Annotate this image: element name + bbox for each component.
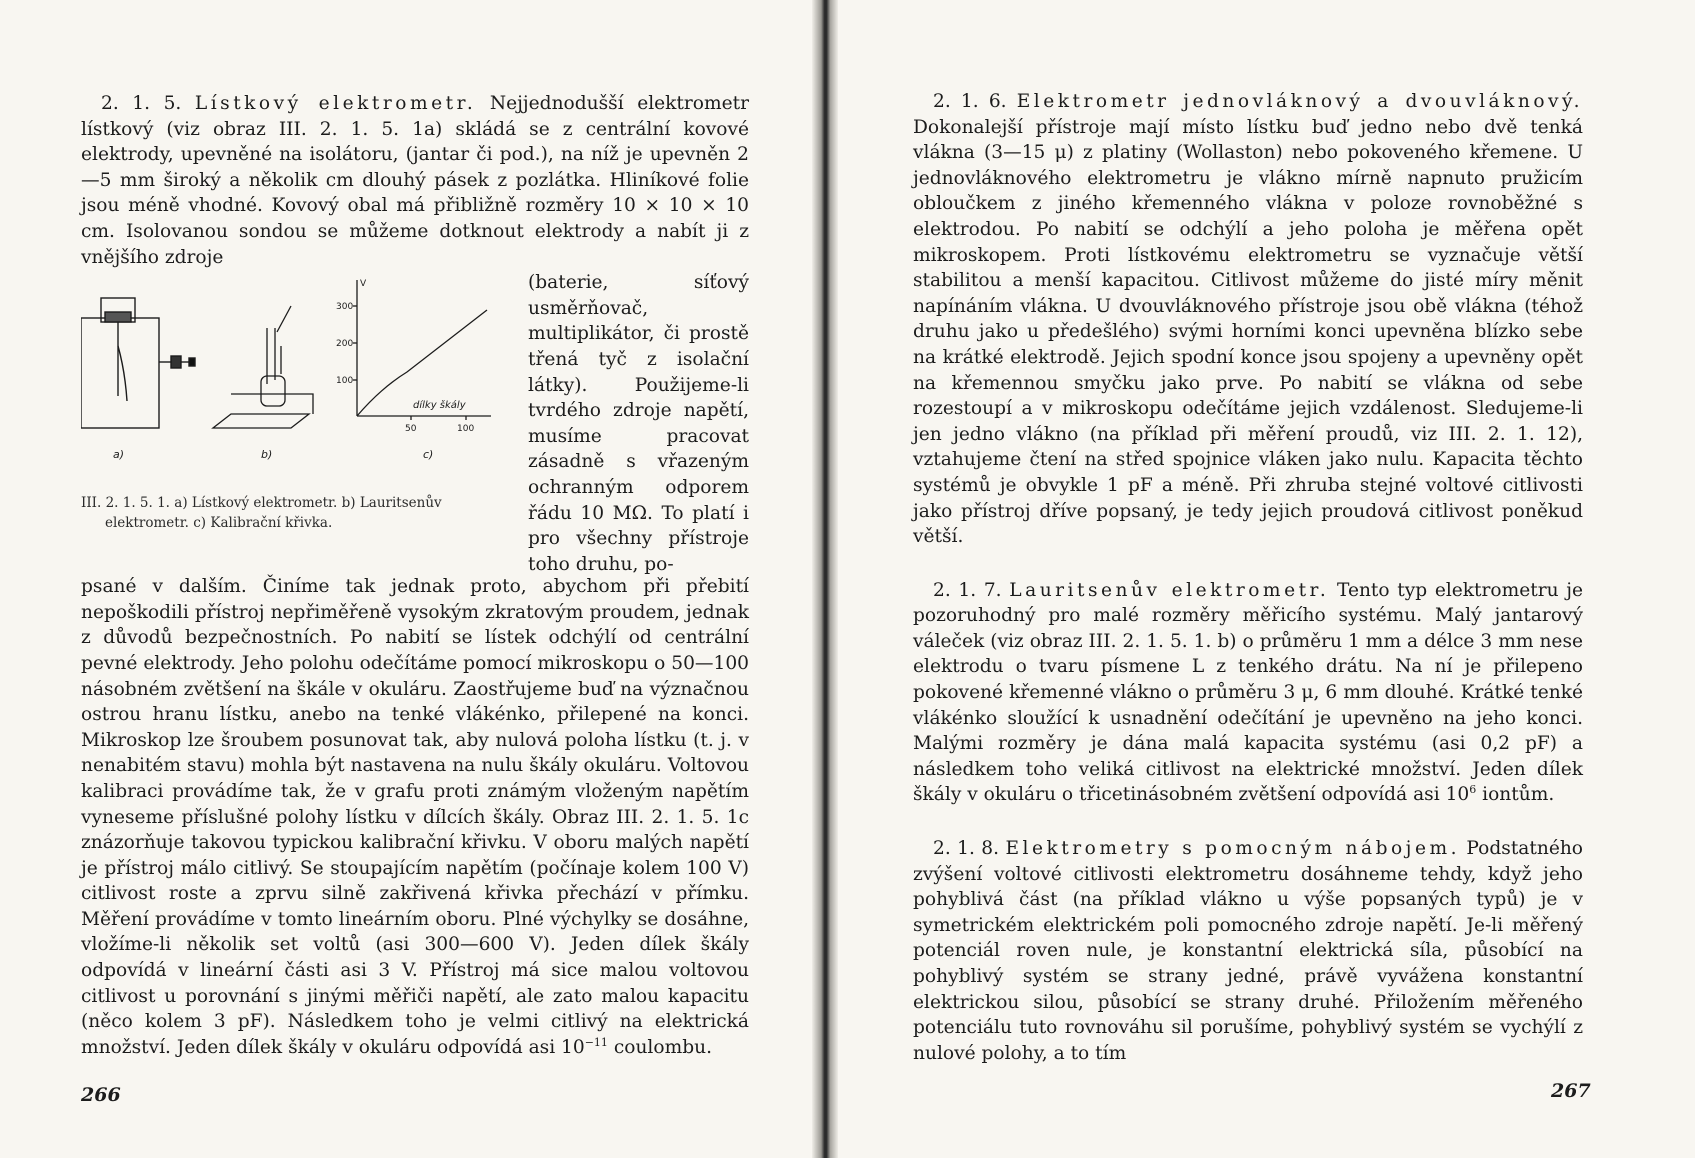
section-215-continuation-end: coulombu. — [607, 1036, 712, 1058]
tick-y-300: 300 — [336, 302, 354, 313]
section-218-heading: Elektrometry s pomocným nábojem. — [1005, 838, 1460, 860]
left-page — [0, 0, 822, 1158]
section-218-paragraph — [913, 836, 1583, 1066]
section-217-body-end: iontům. — [1476, 784, 1555, 806]
exponent-minus-11: −11 — [584, 1035, 608, 1049]
figure-caption-line-1: III. 2. 1. 5. 1. a) Lístkový elektrometr. b) Lauritsenův — [81, 495, 442, 512]
section-218 — [913, 836, 1583, 1066]
section-217-heading: Lauritsenův elektrometr. — [1009, 579, 1330, 601]
right-text-column — [913, 89, 1583, 1094]
tick-x-50: 50 — [405, 424, 417, 435]
section-215-heading: Lístkový elektrometr. — [194, 93, 477, 114]
section-218-number: 2. 1. 8. — [933, 838, 1000, 860]
section-215-wrap-text: (baterie, síťový usměrňovač, multiplikátor, či prostě třená tyč z isolační látky). Použijeme-li tvrdého zdroje napětí, musíme pracovat zásadně s vřazeným ochranným odporem řádu 10 MΩ. To platí i pro všechny přístroje toho druhu, po- — [528, 272, 749, 575]
figure-wrap-block — [81, 270, 749, 574]
label-a: a) — [113, 448, 125, 462]
tick-y-200: 200 — [336, 339, 354, 350]
exponent-6: 6 — [1469, 783, 1477, 797]
section-215-number: 2. 1. 5. — [101, 93, 182, 114]
section-216 — [913, 89, 1583, 550]
right-page-number: 267 — [1551, 1080, 1591, 1102]
label-b: b) — [261, 448, 273, 462]
book-gutter — [812, 0, 838, 1158]
section-216-paragraph — [913, 89, 1583, 550]
figure-side-text — [528, 270, 749, 577]
section-216-heading: Elektrometr jednovláknový a dvouvláknový. — [1016, 91, 1583, 112]
leaf-electrometer-drawing — [81, 298, 195, 428]
section-216-number: 2. 1. 6. — [933, 91, 1007, 112]
label-c: c) — [423, 448, 434, 462]
calibration-curve-drawing — [353, 280, 491, 420]
section-215-intro-text: Nejjednodušší elektrometr lístkový (viz obraz III. 2. 1. 5. 1a) skládá se z centrální kovové elektrody, upevněné na isolátoru, (jantar či pod.), na níž je upevněn 2—5 mm široký a několik cm dlouhý pásek z pozlátka. Hliníkové folie jsou méně vhodné. Kovový obal má přibližně rozměry 10 × 10 × 10 cm. Isolovanou sondou se můžeme dotknout elektrody a nabít ji z vnějšího zdroje — [81, 93, 749, 268]
section-217-number: 2. 1. 7. — [933, 579, 1002, 601]
section-217-paragraph — [913, 578, 1583, 808]
section-217-body: Tento typ elektrometru je pozoruhodný pro malé rozměry měřicího systému. Malý jantarový váleček (viz obraz III. 2. 1. 5. 1. b) o průměru 1 mm a délce 3 mm nese elektrodu o tvaru písmene L z tenkého drátu. Na ní je přilepeno pokovené křemenné vlákno o průměru 3 μ, 6 mm dlouhé. Krátké tenké vlákénko sloužící k usnadnění odečítání je upevněno na jeho konci. Malými rozměry je dána malá kapacita systému (asi 0,2 pF) a následkem toho veliká citlivost na elektrické množství. Jeden dílek škály v okuláru o třicetinásobném zvětšení odpovídá asi 10 — [913, 579, 1584, 806]
section-215-continuation — [81, 574, 749, 1060]
lauritsen-electrometer-drawing — [213, 306, 313, 428]
figure-caption-line-2: elektrometr. c) Kalibrační křivka. — [105, 515, 333, 532]
section-215-continuation-text: psané v dalším. Činíme tak jednak proto, abychom při přebití nepoškodili přístroj nepřiměřeně vysokým zkratovým proudem, jednak z důvodů bezpečnostních. Po nabití se lístek odchýlí od centrální pevné elektrody. Jeho polohu odečítáme pomocí mikroskopu o 50—100 násobném zvětšení na škále v okuláru. Zaostřujeme buď na význačnou ostrou hranu lístku, anebo na tenké vlákénko, přilepené na konci. Mikroskop lze šroubem posunovat tak, aby nulová poloha lístku (t. j. v nenabitém stavu) mohla být nastavena na nulu škály okuláru. Voltovou kalibraci provádíme tak, že v grafu proti známým vloženým napětím vyneseme příslušné polohy lístku v dílcích škály. Obraz III. 2. 1. 5. 1c znázorňuje takovou typickou kalibrační křivku. V oboru malých napětí je přístroj málo citlivý. Se stoupajícím napětím (počínaje kolem 100 V) citlivost roste a zprvu silně zakřivená křivka přechází v přímku. Měření provádíme v tomto lineárním oboru. Plné výchylky se dosáhne, vložíme-li několik set voltů (asi 300—600 V). Jeden dílek škály odpovídá v lineární části asi 3 V. Přístroj má sice malou voltovou citlivost u porovnání s jinými měřiči napětí, ale zato malou kapacitu (něco kolem 3 pF). Následkem toho je velmi citlivý na elektrická množství. Jeden dílek škály v okuláru odpovídá asi 10 — [81, 576, 749, 1058]
section-217 — [913, 578, 1583, 808]
section-215-intro — [81, 91, 749, 270]
figure-iii-2-1-5-1 — [81, 276, 521, 576]
section-216-body: Dokonalejší přístroje mají místo lístku buď jedno nebo dvě tenká vlákna (3—15 μ) z platiny (Wollaston) nebo pokoveného křemene. U jednovláknového elektrometru je vlákno mírně napnuto pružicím obloučkem z jiného křemenného vlákna v poloze rovnoběžné s elektrodou. Po nabití se odchýlí a jeho poloha je měřena opět mikroskopem. Proti lístkovému elektrometru se vyznačuje větší stabilitou a menší kapacitou. Citlivost můžeme do jisté míry měnit napínáním vlákna. U dvouvláknového přístroje jsou obě vlákna (téhož druhu jako u předešlého) svými horními konci upevněna blízko sebe na krátké elektrodě. Jejich spodní konce jsou spojeny a upevněny opět na křemennou smyčku jako prve. Po nabití se vlákna od sebe rozestoupí a v mikroskopu odečítáme jejich vzdálenost. Sledujeme-li jen jedno vlákno (na příklad při měření proudů, viz III. 2. 1. 12), vztahujeme čtení na střed spojnice vláken jako nulu. Kapacita těchto systémů je obvykle 1 pF a méně. Při zhruba stejné voltové citlivosti jako přístroj dříve popsaný, je tedy jejich proudová citlivost poněkud větší. — [913, 116, 1583, 548]
section-218-body: Podstatného zvýšení voltové citlivosti elektrometru dosáhneme tehdy, když jeho pohyblivá část (na příklad vlákno u výše popsaných typů) je v symetrickém elektrickém poli pomocného zdroje napětí. Je-li měřený potenciál roven nule, je konstantní elektrická síla, působící na pohyblivý systém se strany jedné, právě vyvážena konstantní elektrickou silou, působící se strany druhé. Přiložením měřeného potenciálu tuto rovnováhu sil porušíme, pohyblivý systém se vychýlí z nulové polohy, a to tím — [913, 838, 1583, 1064]
tick-x-100: 100 — [457, 424, 475, 435]
axis-x-label: dílky škály — [413, 400, 466, 412]
figure-drawing — [81, 276, 521, 486]
left-page-number: 266 — [81, 1084, 121, 1106]
axis-v-label: V — [360, 279, 367, 290]
tick-y-100: 100 — [336, 376, 354, 387]
left-text-column — [81, 91, 749, 1060]
figure-caption — [81, 493, 521, 533]
